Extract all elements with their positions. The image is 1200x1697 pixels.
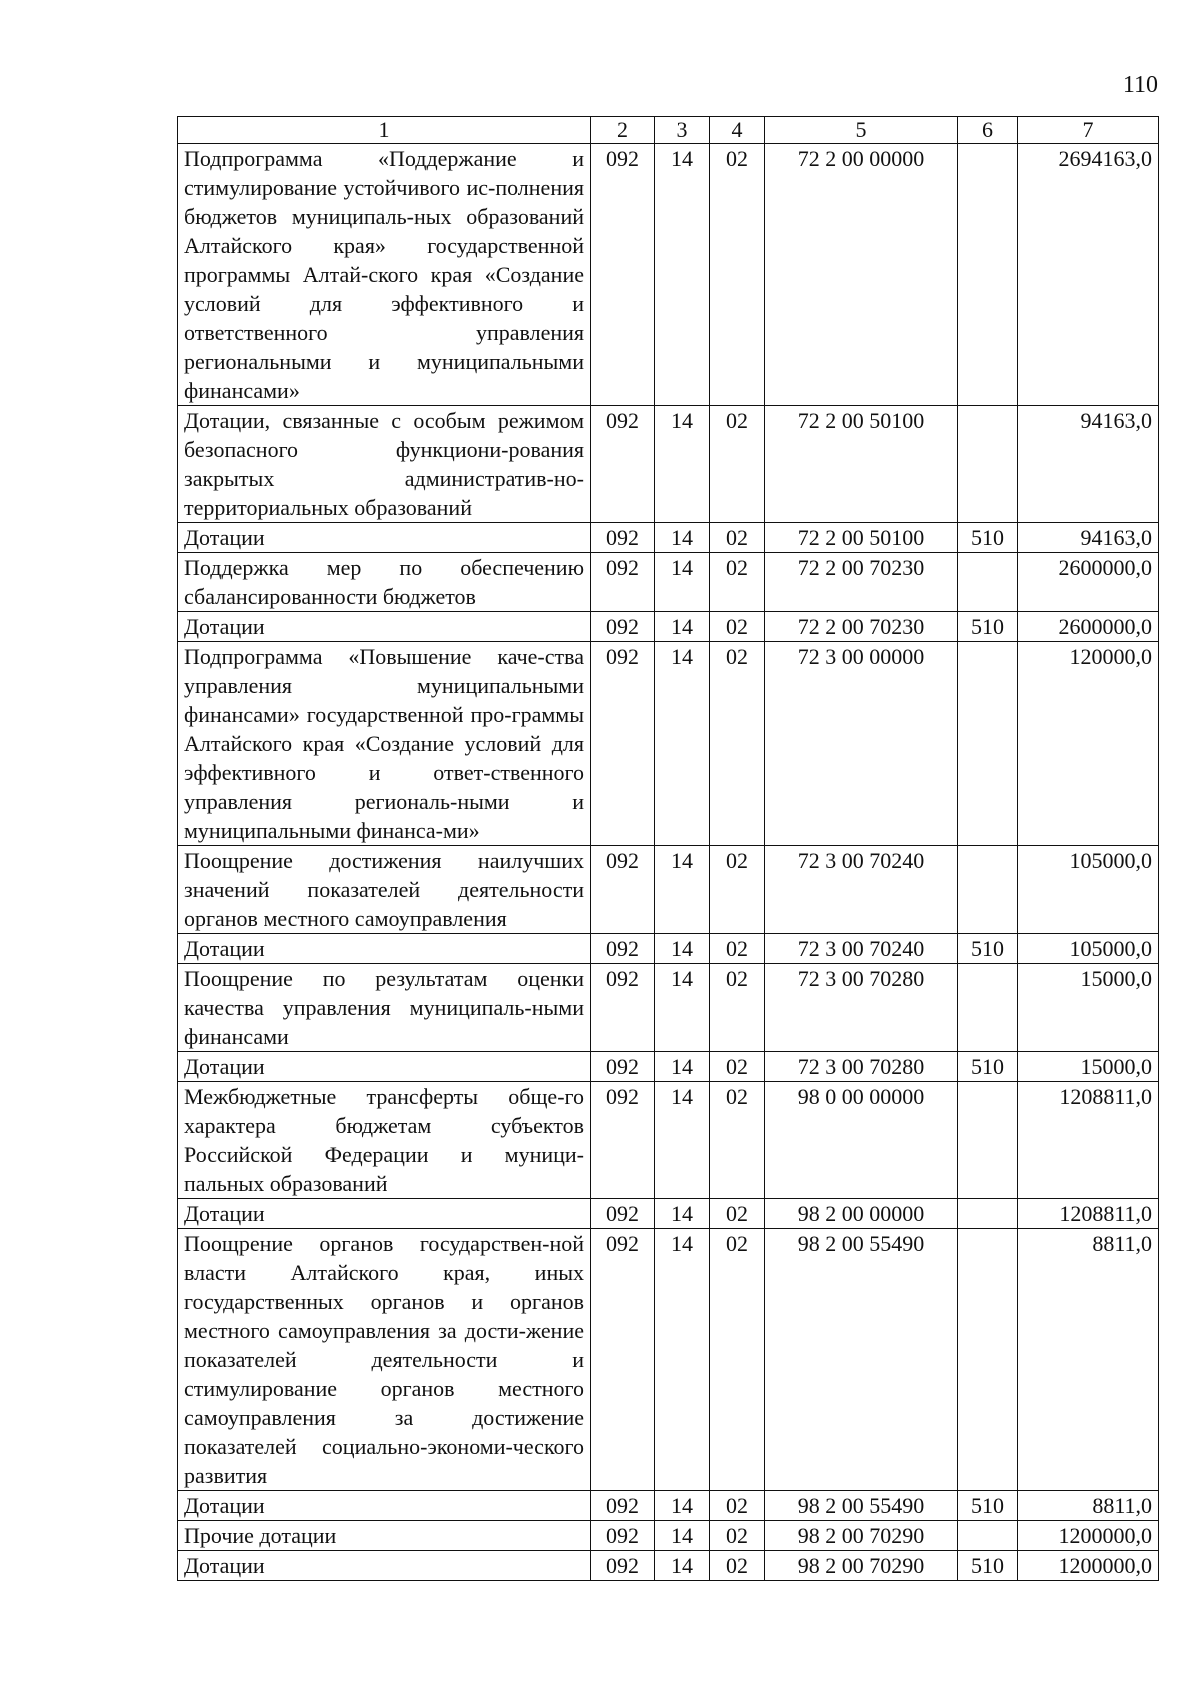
cell-col-2: 092 (591, 1199, 655, 1229)
cell-col-5: 98 2 00 00000 (765, 1199, 958, 1229)
cell-col-6 (958, 553, 1018, 612)
cell-col-7: 1208811,0 (1018, 1082, 1159, 1199)
cell-col-5: 98 0 00 00000 (765, 1082, 958, 1199)
cell-col-5: 72 3 00 70280 (765, 964, 958, 1052)
cell-col-3: 14 (655, 553, 710, 612)
cell-col-2: 092 (591, 1052, 655, 1082)
cell-col-7: 105000,0 (1018, 934, 1159, 964)
table-body (178, 144, 1159, 1581)
cell-col-3: 14 (655, 846, 710, 934)
table-row (178, 642, 1159, 846)
cell-col-7: 2600000,0 (1018, 553, 1159, 612)
cell-col-7: 15000,0 (1018, 1052, 1159, 1082)
table-row (178, 1229, 1159, 1491)
cell-name: Подпрограмма «Поддержание и стимулирование устойчивого ис-полнения бюджетов муниципаль-ных образований Алтайского края» государственной программы Алтай-ского края «Создание условий для эффективного и ответственного управления региональными и муниципальными финансами» (178, 144, 591, 406)
cell-col-6: 510 (958, 1551, 1018, 1581)
cell-col-2: 092 (591, 964, 655, 1052)
cell-name: Прочие дотации (178, 1521, 591, 1551)
cell-col-4: 02 (710, 612, 765, 642)
cell-col-6 (958, 1521, 1018, 1551)
table-row (178, 934, 1159, 964)
cell-col-4: 02 (710, 523, 765, 553)
table-row (178, 1521, 1159, 1551)
cell-name: Дотации (178, 934, 591, 964)
cell-col-3: 14 (655, 1521, 710, 1551)
cell-col-6 (958, 846, 1018, 934)
cell-col-3: 14 (655, 523, 710, 553)
cell-col-7: 105000,0 (1018, 846, 1159, 934)
cell-col-2: 092 (591, 1229, 655, 1491)
header-col-1: 1 (178, 117, 591, 144)
cell-col-5: 98 2 00 70290 (765, 1521, 958, 1551)
cell-name: Поощрение достижения наилучших значений показателей деятельности органов местного самоуправления (178, 846, 591, 934)
page-number: 110 (1122, 72, 1158, 98)
cell-col-7: 8811,0 (1018, 1491, 1159, 1521)
cell-col-4: 02 (710, 934, 765, 964)
budget-table (177, 116, 1159, 1581)
cell-col-4: 02 (710, 846, 765, 934)
cell-col-4: 02 (710, 1199, 765, 1229)
cell-col-3: 14 (655, 1551, 710, 1581)
cell-col-7: 2600000,0 (1018, 612, 1159, 642)
cell-col-7: 94163,0 (1018, 523, 1159, 553)
cell-col-4: 02 (710, 1521, 765, 1551)
table-row (178, 1082, 1159, 1199)
cell-col-5: 98 2 00 70290 (765, 1551, 958, 1581)
cell-col-3: 14 (655, 642, 710, 846)
header-col-3: 3 (655, 117, 710, 144)
cell-col-5: 72 2 00 70230 (765, 612, 958, 642)
cell-col-7: 1208811,0 (1018, 1199, 1159, 1229)
cell-col-4: 02 (710, 964, 765, 1052)
cell-name: Дотации (178, 523, 591, 553)
cell-col-5: 72 3 00 70280 (765, 1052, 958, 1082)
cell-col-3: 14 (655, 1199, 710, 1229)
cell-name: Поощрение по результатам оценки качества управления муниципаль-ными финансами (178, 964, 591, 1052)
cell-col-4: 02 (710, 1229, 765, 1491)
cell-name: Дотации (178, 612, 591, 642)
table-row (178, 612, 1159, 642)
cell-name: Межбюджетные трансферты обще-го характера бюджетам субъектов Российской Федерации и муници-пальных образований (178, 1082, 591, 1199)
cell-col-6 (958, 1229, 1018, 1491)
cell-name: Поощрение органов государствен-ной власти Алтайского края, иных государственных органов и органов местного самоуправления за дости-жение показателей деятельности и стимулирование органов местного самоуправления за достижение показателей социально-экономи-ческого развития (178, 1229, 591, 1491)
table-row (178, 964, 1159, 1052)
cell-col-5: 98 2 00 55490 (765, 1491, 958, 1521)
cell-col-7: 1200000,0 (1018, 1551, 1159, 1581)
cell-col-2: 092 (591, 523, 655, 553)
header-col-4: 4 (710, 117, 765, 144)
cell-name: Дотации (178, 1052, 591, 1082)
cell-col-4: 02 (710, 1551, 765, 1581)
cell-col-5: 98 2 00 55490 (765, 1229, 958, 1491)
cell-col-6: 510 (958, 612, 1018, 642)
cell-col-6 (958, 1199, 1018, 1229)
cell-col-3: 14 (655, 934, 710, 964)
cell-name: Поддержка мер по обеспечению сбалансированности бюджетов (178, 553, 591, 612)
cell-col-4: 02 (710, 1491, 765, 1521)
cell-col-2: 092 (591, 934, 655, 964)
cell-col-7: 94163,0 (1018, 406, 1159, 523)
cell-name: Дотации (178, 1199, 591, 1229)
cell-col-4: 02 (710, 406, 765, 523)
table-row (178, 1052, 1159, 1082)
cell-col-5: 72 3 00 00000 (765, 642, 958, 846)
cell-col-2: 092 (591, 1082, 655, 1199)
cell-col-4: 02 (710, 1082, 765, 1199)
cell-col-7: 120000,0 (1018, 642, 1159, 846)
cell-col-6: 510 (958, 1052, 1018, 1082)
cell-col-7: 15000,0 (1018, 964, 1159, 1052)
cell-col-6 (958, 406, 1018, 523)
table-row (178, 144, 1159, 406)
cell-col-2: 092 (591, 553, 655, 612)
cell-col-5: 72 2 00 00000 (765, 144, 958, 406)
table-row (178, 1199, 1159, 1229)
table-row (178, 553, 1159, 612)
cell-col-6: 510 (958, 1491, 1018, 1521)
table-row (178, 406, 1159, 523)
cell-col-2: 092 (591, 1551, 655, 1581)
cell-col-5: 72 2 00 70230 (765, 553, 958, 612)
cell-col-3: 14 (655, 1052, 710, 1082)
cell-col-2: 092 (591, 612, 655, 642)
cell-col-4: 02 (710, 1052, 765, 1082)
cell-name: Дотации (178, 1491, 591, 1521)
cell-col-3: 14 (655, 1229, 710, 1491)
cell-col-5: 72 2 00 50100 (765, 406, 958, 523)
table-row (178, 523, 1159, 553)
cell-col-7: 8811,0 (1018, 1229, 1159, 1491)
cell-col-5: 72 2 00 50100 (765, 523, 958, 553)
cell-col-5: 72 3 00 70240 (765, 934, 958, 964)
cell-col-2: 092 (591, 406, 655, 523)
cell-col-3: 14 (655, 612, 710, 642)
cell-col-2: 092 (591, 144, 655, 406)
cell-name: Дотации, связанные с особым режимом безопасного функциони-рования закрытых административ-но-территориальных образований (178, 406, 591, 523)
cell-col-6 (958, 964, 1018, 1052)
cell-col-4: 02 (710, 144, 765, 406)
cell-col-5: 72 3 00 70240 (765, 846, 958, 934)
header-col-7: 7 (1018, 117, 1159, 144)
cell-col-6: 510 (958, 523, 1018, 553)
cell-col-6 (958, 144, 1018, 406)
cell-col-3: 14 (655, 144, 710, 406)
cell-name: Подпрограмма «Повышение каче-ства управления муниципальными финансами» государственной про-граммы Алтайского края «Создание условий для эффективного и ответ-ственного управления региональ-ными и муниципальными финанса-ми» (178, 642, 591, 846)
table-row (178, 1551, 1159, 1581)
cell-col-6 (958, 1082, 1018, 1199)
cell-col-2: 092 (591, 1521, 655, 1551)
cell-col-2: 092 (591, 846, 655, 934)
cell-col-7: 1200000,0 (1018, 1521, 1159, 1551)
cell-col-4: 02 (710, 553, 765, 612)
header-col-6: 6 (958, 117, 1018, 144)
cell-col-7: 2694163,0 (1018, 144, 1159, 406)
cell-col-3: 14 (655, 406, 710, 523)
table-row (178, 846, 1159, 934)
cell-col-3: 14 (655, 1491, 710, 1521)
table-row (178, 1491, 1159, 1521)
cell-col-2: 092 (591, 1491, 655, 1521)
header-col-2: 2 (591, 117, 655, 144)
cell-col-3: 14 (655, 1082, 710, 1199)
cell-col-6: 510 (958, 934, 1018, 964)
cell-name: Дотации (178, 1551, 591, 1581)
cell-col-6 (958, 642, 1018, 846)
cell-col-2: 092 (591, 642, 655, 846)
header-row (178, 117, 1159, 144)
cell-col-3: 14 (655, 964, 710, 1052)
header-col-5: 5 (765, 117, 958, 144)
cell-col-4: 02 (710, 642, 765, 846)
